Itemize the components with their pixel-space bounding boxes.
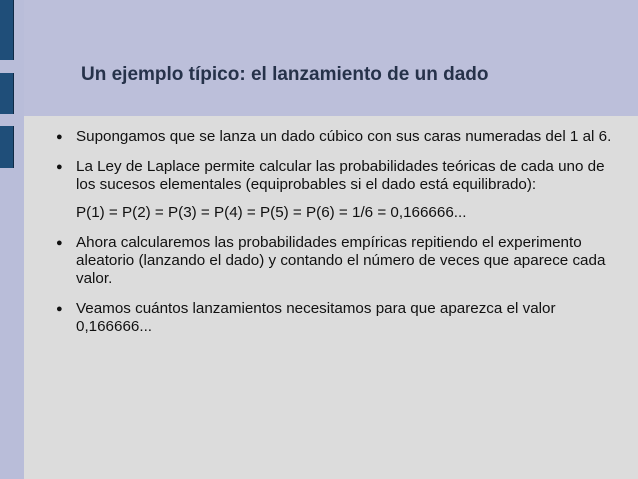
bullet-text: La Ley de Laplace permite calcular las probabilidades teóricas de cada uno de los sucesos elementales (equiprobables si el dado está equilibrado):	[76, 158, 605, 193]
bullet-item	[52, 158, 612, 194]
decorative-bar-top	[0, 0, 14, 60]
bullet-dot-icon: ●	[56, 161, 63, 173]
slide-content-area	[24, 116, 638, 479]
decorative-bar-bottom	[0, 126, 14, 168]
bullet-item	[52, 234, 612, 288]
formula-line	[52, 204, 612, 222]
bullet-text: Veamos cuántos lanzamientos necesitamos para que aparezca el valor 0,166666...	[76, 300, 556, 335]
bullet-item	[52, 300, 612, 336]
bullet-list	[52, 128, 612, 348]
decorative-bar-middle	[0, 73, 14, 114]
slide	[24, 0, 638, 479]
bullet-item	[52, 128, 612, 146]
bullet-text: Supongamos que se lanza un dado cúbico con sus caras numeradas del 1 al 6.	[76, 128, 612, 145]
slide-title: Un ejemplo típico: el lanzamiento de un dado	[81, 64, 489, 85]
bullet-dot-icon: ●	[56, 303, 63, 315]
bullet-dot-icon: ●	[56, 131, 63, 143]
formula-text: P(1) = P(2) = P(3) = P(4) = P(5) = P(6) = 1/6 = 0,166666...	[76, 204, 467, 221]
bullet-text: Ahora calcularemos las probabilidades empíricas repitiendo el experimento aleatorio (lanzando el dado) y contando el número de veces que aparece cada valor.	[76, 234, 606, 287]
bullet-dot-icon: ●	[56, 237, 63, 249]
